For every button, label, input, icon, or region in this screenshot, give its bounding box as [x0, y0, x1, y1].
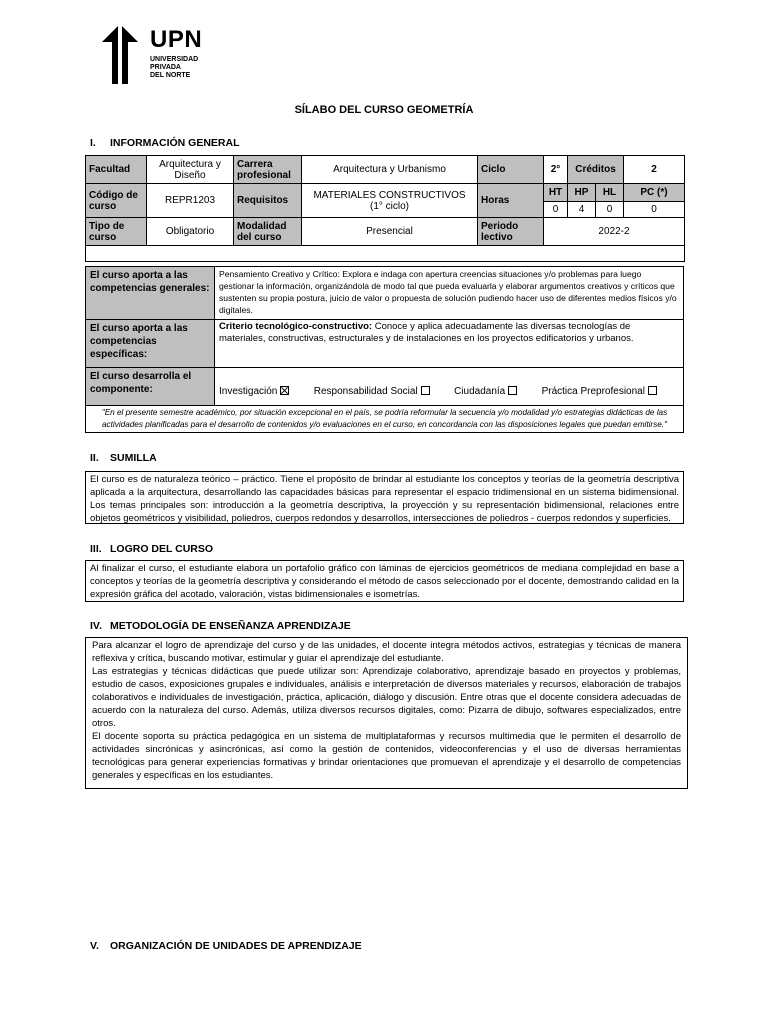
checkbox-checked-icon[interactable]: [280, 386, 289, 395]
tipo-value: Obligatorio: [147, 218, 234, 246]
codigo-label: Código de curso: [86, 184, 147, 218]
ciclo-label: Ciclo: [478, 156, 544, 184]
checkbox-icon[interactable]: [648, 386, 657, 395]
ht-label: HT: [544, 184, 568, 202]
ciclo-value: 2°: [544, 156, 568, 184]
section-heading-organizacion: V. ORGANIZACIÓN DE UNIDADES DE APRENDIZAJE: [90, 940, 362, 952]
metodologia-paragraph-2: Las estrategias y técnicas didácticas que puede utilizar son: Aprendizaje colaborativo, aprendizaje basado en proyectos y problemas, estudio de casos, exposiciones grupales e individuales, análisis e interpretación de diversos materiales y recursos, elaboración de trabajos colaborativos e individuales de investigación, práctica, aplicación, diálogo y discusión. Entre otras que el docente considera adecuadas de acuerdo con la naturaleza del curso. Además, utiliza diversos recursos digitales, como: Pizarra de dibujo, softwares especializados, entre otros.: [92, 666, 681, 729]
componente-practica-preprofesional[interactable]: Práctica Preprofesional: [542, 386, 657, 398]
sumilla-box: El curso es de naturaleza teórico – práctico. Tiene el propósito de brindar al estudiante los conceptos y teorías de la geometría descriptiva aplicada a la arquitectura, desarrollando las capacidades básicas para representar el espacio tridimensional en un sistema bidimensional. Los temas principales son: introducción a la geometría descriptiva, la proyección y su representación bidimensional, relaciones entre objetos geométricos y visibilidad, poliedros, cuerpos redondos y desarrollos, intersecciones de poliedros - cuerpos redondos y superficies.: [85, 471, 684, 524]
hl-label: HL: [596, 184, 624, 202]
upn-logo: [102, 26, 212, 88]
section-heading-metodologia: IV. METODOLOGÍA DE ENSEÑANZA APRENDIZAJE: [90, 620, 351, 632]
nota-text: "En el presente semestre académico, por situación excepcional en el país, se podría reformular la secuencia y/o modalidad y/o estrategias didácticas de las actividades planificadas para el desarrollo de contenidos y/o evaluaciones en el curso, en concordancia con las disposiciones legales que puedan emitirse.": [101, 408, 668, 429]
section-heading-logro: III. LOGRO DEL CURSO: [90, 543, 214, 555]
ht-value: 0: [544, 202, 568, 218]
section-heading-sumilla: II. SUMILLA: [90, 452, 157, 464]
logo-subtitle: UNIVERSIDAD PRIVADA DEL NORTE: [150, 56, 199, 79]
competencias-especificas-row: [86, 320, 683, 368]
hp-label: HP: [568, 184, 596, 202]
requisitos-label: Requisitos: [234, 184, 302, 218]
modalidad-value: Presencial: [302, 218, 478, 246]
componente-investigacion[interactable]: Investigación: [219, 386, 289, 398]
componente-label: El curso desarrolla el componente:: [86, 368, 214, 405]
facultad-value: Arquitectura y Diseño: [147, 156, 234, 184]
creditos-value: 2: [624, 156, 685, 184]
componente-ciudadania[interactable]: Ciudadanía: [454, 386, 517, 398]
competencias-generales-row: [86, 267, 683, 320]
periodo-value: 2022-2: [544, 218, 685, 246]
carrera-value: Arquitectura y Urbanismo: [302, 156, 478, 184]
pc-value: 0: [624, 202, 685, 218]
document-title: SÍLABO DEL CURSO GEOMETRÍA: [294, 104, 474, 116]
logo-name: UPN: [150, 26, 203, 53]
checkbox-icon[interactable]: [508, 386, 517, 395]
competencias-generales-label: El curso aporta a las competencias generales:: [86, 267, 214, 319]
general-info-table: [85, 155, 685, 262]
section-heading-informacion-general: I. INFORMACIÓN GENERAL: [90, 137, 240, 149]
metodologia-paragraph-1: Para alcanzar el logro de aprendizaje del curso y de las unidades, el docente integra métodos activos, estrategias y técnicas de manera reflexiva y crítica, buscando motivar, estimular y guiar el aprendizaje del estudiante.: [92, 640, 681, 664]
modalidad-label: Modalidad del curso: [234, 218, 302, 246]
componente-options: [214, 368, 683, 405]
requisitos-value: MATERIALES CONSTRUCTIVOS (1° ciclo): [302, 184, 478, 218]
componente-row: [86, 368, 683, 406]
spacer-row: [86, 246, 685, 262]
componente-responsabilidad-social[interactable]: Responsabilidad Social: [314, 386, 430, 398]
periodo-label: Periodo lectivo: [478, 218, 544, 246]
nota-row: [86, 406, 683, 432]
competencias-especificas-label: El curso aporta a las competencias específicas:: [86, 320, 214, 367]
metodologia-box: [85, 637, 688, 789]
carrera-label: Carrera profesional: [234, 156, 302, 184]
checkbox-icon[interactable]: [421, 386, 430, 395]
creditos-label: Créditos: [568, 156, 624, 184]
pc-label: PC (*): [624, 184, 685, 202]
hl-value: 0: [596, 202, 624, 218]
competencias-generales-content: Pensamiento Creativo y Crítico: Explora e indaga con apertura creencias situaciones y/o problemas para luego gestionar la información, organizándola de modo tal que pueda evaluarla y elaborar argumentos creativos y críticos que sustenten su propia postura, juicio de valor o propuesta de solución pudiendo hacer uso de diferentes medios físicos y/o digitales.: [214, 267, 683, 319]
tipo-label: Tipo de curso: [86, 218, 147, 246]
horas-label: Horas: [478, 184, 544, 218]
competencias-especificas-content: Criterio tecnológico-constructivo: Conoce y aplica adecuadamente las diversas tecnologías de materiales, constructivas, estructurales y de instalaciones en los proyectos edificatorios y urbanos.: [214, 320, 683, 367]
upn-logo-mark: [102, 26, 148, 84]
metodologia-paragraph-3: El docente soporta su práctica pedagógica en un sistema de multiplataformas y recursos multimedia que le permiten el desarrollo de actividades sincrónicas y asincrónicas, así como la gestión de contenidos, videoconferencias y el uso de diversas herramientas tecnológicas para generar experiencias formativas y brindar orientaciones que promuevan el aprendizaje y el desarrollo de competencias generales y específicas en los estudiantes.: [92, 731, 681, 781]
hp-value: 4: [568, 202, 596, 218]
codigo-value: REPR1203: [147, 184, 234, 218]
competencias-box: [85, 266, 684, 433]
facultad-label: Facultad: [86, 156, 147, 184]
logro-box: Al finalizar el curso, el estudiante elabora un portafolio gráfico con láminas de ejercicios geométricos de mediana complejidad en base a conceptos y teorías de la geometría descriptiva y considerando el método de casos seleccionado por el docente, demostrando calidad en la expresión gráfica del acotado, valoración, vistas bidimensionales e isometrías.: [85, 560, 684, 602]
